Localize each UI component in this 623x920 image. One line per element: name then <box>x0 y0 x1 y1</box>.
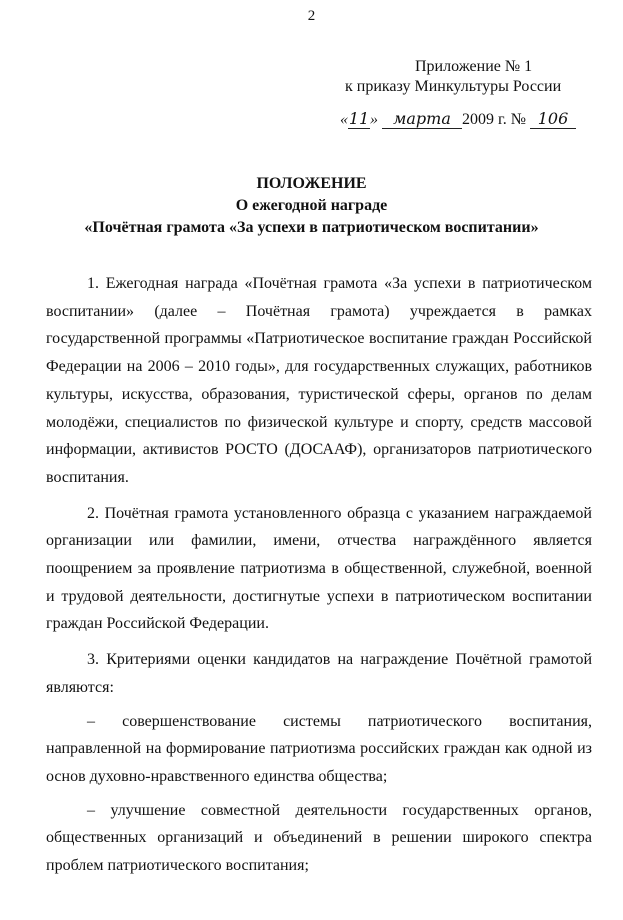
appendix-title: Приложение № 1 <box>415 58 533 75</box>
date-open-quote: « <box>340 111 348 128</box>
handwritten-order-number: 106 <box>530 110 576 129</box>
paragraph-3: 3. Критериями оценки кандидатов на награждение Почётной грамотой являются: <box>46 651 592 696</box>
heading-subtitle: О ежегодной награде <box>235 197 388 214</box>
heading-title: ПОЛОЖЕНИЕ <box>256 175 367 192</box>
paragraph-2: 2. Почётная грамота установленного образца с указанием награждаемой организации или фамилии, имени, отчества награждённого является поощрением за проявление патриотизма в общественной, служебной, военной и трудовой деятельности, достигнутые успехи в патриотическом воспитании граждан Российской Федерации. <box>46 504 592 633</box>
regulation-body <box>46 270 592 886</box>
order-date-line <box>340 110 620 129</box>
heading-award-name: «Почётная грамота «За успехи в патриотическом воспитании» <box>84 219 539 236</box>
date-close-quote: » <box>370 111 378 128</box>
year-and-number-label: 2009 г. № <box>462 111 527 128</box>
criteria-item-2: – улучшение совместной деятельности государственных органов, общественных организаций и объединений в решении широкого спектра проблем патриотического воспитания; <box>46 801 592 875</box>
appendix-order-ref: к приказу Минкультуры России <box>345 78 562 95</box>
page-number: 2 <box>307 8 316 24</box>
handwritten-month: марта <box>382 110 462 129</box>
paragraph-1: 1. Ежегодная награда «Почётная грамота «За успехи в патриотическом воспитании» (далее – Почётная грамота) учреждается в рамках государственной программы «Патриотическое воспитание граждан Российской Федерации на 2006 – 2010 годы», для государственных служащих, работников культуры, искусства, образования, туристической сферы, органов по делам молодёжи, специалистов по физической культуре и спорту, средств массовой информации, активистов РОСТО (ДОСААФ), организаторов патриотического воспитания. <box>46 275 592 486</box>
document-heading <box>0 173 623 239</box>
appendix-block <box>300 57 590 97</box>
handwritten-day: 11 <box>348 109 370 128</box>
criteria-item-1: – совершенствование системы патриотического воспитания, направленной на формирование патриотизма российских граждан как одной из основ духовно-нравственного единства общества; <box>46 712 592 785</box>
